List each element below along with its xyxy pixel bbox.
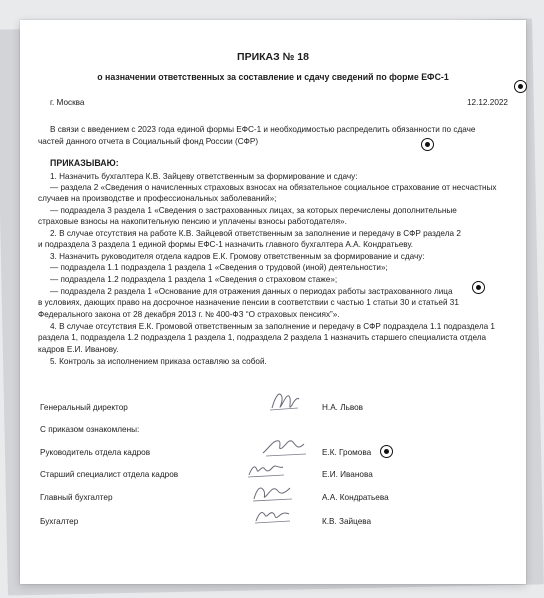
document-city: г. Москва [50, 98, 85, 107]
signer-name: К.В. Зайцева [322, 517, 372, 526]
body-line: — подраздела 1.1 подраздела 1 раздела 1 «Сведения о трудовой (иной) деятельности»; [50, 263, 388, 272]
signer-name: А.А. Кондратьева [322, 493, 389, 502]
signer-name: Е.К. Громова [322, 448, 372, 457]
body-line: — раздела 2 «Сведения о начисленных страховых взносах на обязательное социальное страхование от несчастных [50, 183, 497, 192]
signature [260, 434, 308, 458]
body-line: 2. В случае отсутствия на работе К.В. Зайцевой ответственным за заполнение и передачу в СФР раздела 2 [50, 229, 461, 238]
intro-line: частей данного отчета в Социальный фонд России (СФР) [38, 137, 259, 146]
body-line: 1. Назначить бухгалтера К.В. Зайцеву ответственным за формирование и сдачу: [50, 172, 358, 181]
signature [252, 504, 292, 526]
annotation-marker[interactable] [472, 281, 485, 294]
signer-name: Н.А. Львов [322, 403, 363, 412]
signature [250, 480, 294, 504]
signer-position: Старший специалист отдела кадров [40, 470, 179, 479]
body-line: Федерального закона от 28 декабря 2013 г. № 400-ФЗ “О страховых пенсиях”». [38, 310, 340, 319]
body-line: и подраздела 3 раздела 1 единой формы ЕФС-1 назначить главного бухгалтера А.А. Кондратьеву. [38, 240, 413, 249]
signature [246, 458, 286, 480]
annotation-marker[interactable] [380, 445, 393, 458]
body-line: в условиях, дающих право на досрочное назначение пенсии в соответствии с частью 1 статьи 30 и статьей 31 [38, 298, 459, 307]
signer-name: Е.И. Иванова [322, 470, 373, 479]
body-line: случаев на производстве и профессиональных заболеваний»; [38, 194, 277, 203]
body-line: страховые взносы на накопительную пенсию и уплачены взносы работодателя». [38, 217, 347, 226]
body-line: кадров Е.И. Иванову. [38, 345, 119, 354]
body-line: 3. Назначить руководителя отдела кадров Е.К. Громову ответственным за формирование и сдачу: [50, 252, 425, 261]
signer-position: Бухгалтер [40, 517, 79, 526]
signer-position: Руководитель отдела кадров [40, 448, 151, 457]
signer-position: Главный бухгалтер [40, 493, 113, 502]
annotation-marker[interactable] [421, 138, 434, 151]
director-signature [268, 388, 302, 414]
body-line: — подраздела 1.2 подраздела 1 раздела 1 «Сведения о страховом стаже»; [50, 275, 338, 284]
signer-position: Генеральный директор [40, 403, 128, 412]
document-title: ПРИКАЗ № 18 [237, 51, 309, 63]
order-word: ПРИКАЗЫВАЮ: [50, 158, 119, 168]
document-date: 12.12.2022 [467, 98, 508, 107]
body-line: раздела 1, подраздела 1.2 подраздела 1 раздела 1, подраздела 2 раздела 1 назначить старшего специалиста отдела [38, 333, 487, 342]
body-line: 5. Контроль за исполнением приказа оставляю за собой. [50, 357, 267, 366]
document-page [20, 20, 526, 584]
body-line: — подраздела 2 раздела 1 «Основание для отражения данных о периодах работы застрахованного лица [50, 287, 453, 296]
intro-line: В связи с введением с 2023 года единой формы ЕФС-1 и необходимостью распределить обязанности по сдаче [50, 125, 476, 134]
body-line: 4. В случае отсутствия Е.К. Громовой ответственным за заполнение и передачу в СФР подраздела 1.1 подраздела 1 [50, 322, 495, 331]
acquainted-label: С приказом ознакомлены: [40, 425, 140, 434]
document-subtitle: о назначении ответственных за составление и сдачу сведений по форме ЕФС-1 [97, 72, 449, 82]
annotation-marker[interactable] [514, 80, 527, 93]
body-line: — подраздела 3 раздела 1 «Сведения о застрахованных лицах, за которых перечислены дополнительные [50, 206, 457, 215]
